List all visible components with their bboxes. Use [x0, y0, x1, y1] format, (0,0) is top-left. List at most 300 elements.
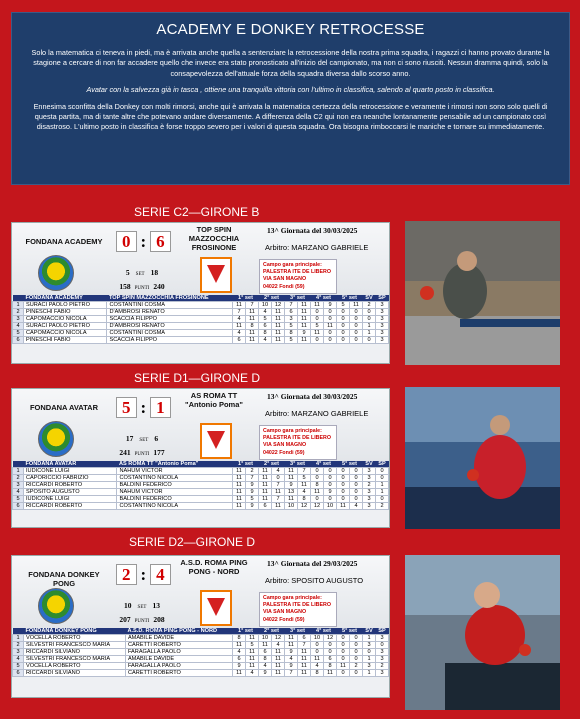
away-team-logo-shape	[207, 265, 225, 283]
table-cell: 2	[350, 663, 363, 670]
match-header	[12, 389, 389, 461]
table-cell: 7	[298, 642, 311, 649]
table-cell: NAHUM VICTOR	[117, 489, 233, 496]
table-cell: 6	[259, 323, 272, 330]
points-label: PUNTI	[134, 452, 150, 457]
score-separator: :	[140, 565, 147, 584]
table-cell: IUDICONE LUIGI	[24, 496, 117, 503]
table-cell: 11	[259, 482, 272, 489]
table-cell: 0	[324, 649, 337, 656]
table-cell: SURACI PAOLO PIETRO	[24, 323, 107, 330]
venue-line: VIA SAN MAGNO	[263, 276, 307, 283]
table-row	[13, 482, 389, 489]
col-header: 4° set	[311, 461, 337, 468]
col-header: SV	[363, 628, 376, 635]
col-header: AS ROMA TT "Antonio Poma"	[117, 461, 233, 468]
table-cell: 0	[350, 316, 363, 323]
table-cell: 0	[311, 642, 324, 649]
col-header: 5° set	[337, 295, 363, 302]
table-cell: 0	[311, 475, 324, 482]
table-cell: 11	[311, 330, 324, 337]
match-card-c2	[11, 222, 390, 364]
table-row	[13, 635, 389, 642]
table-cell: 3	[363, 663, 376, 670]
table-cell: 11	[233, 482, 246, 489]
table-cell: 11	[311, 656, 324, 663]
table-cell: 0	[350, 330, 363, 337]
match-header	[12, 223, 389, 295]
table-row	[13, 656, 389, 663]
col-header: 5° set	[337, 461, 363, 468]
table-cell: 0	[350, 482, 363, 489]
table-cell: 11	[272, 663, 285, 670]
player-photo-d2	[405, 555, 560, 710]
score-home: 5	[116, 397, 137, 418]
table-cell: 4	[350, 503, 363, 510]
table-cell: 3	[376, 337, 389, 344]
table-cell: 11	[233, 475, 246, 482]
section-title-d2: SERIE D2—GIRONE D	[129, 535, 256, 549]
article-header	[11, 12, 570, 185]
table-cell: 1	[13, 302, 24, 309]
table-cell: NAHUM VICTOR	[117, 468, 233, 475]
table-cell: RICCARDI ROBERTO	[24, 482, 117, 489]
table-cell: 5	[259, 316, 272, 323]
table-cell: VOCELLA ROBERTO	[24, 635, 126, 642]
table-cell: 12	[311, 503, 324, 510]
table-cell: 11	[285, 642, 298, 649]
table-cell: 6	[298, 635, 311, 642]
venue-box	[259, 425, 337, 460]
table-cell: 3	[376, 302, 389, 309]
table-cell: 3	[376, 670, 389, 677]
table-cell: 13	[285, 489, 298, 496]
venue-line: Campo gara principale:	[263, 595, 322, 601]
table-cell: 4	[13, 323, 24, 330]
table-cell: 1	[13, 635, 24, 642]
table-cell: 0	[272, 475, 285, 482]
table-cell: 1	[363, 656, 376, 663]
table-cell: 0	[324, 309, 337, 316]
table-row	[13, 489, 389, 496]
table-cell: 11	[246, 330, 259, 337]
score-separator: :	[140, 398, 147, 417]
table-cell: 11	[259, 496, 272, 503]
table-cell: 1	[363, 670, 376, 677]
table-cell: 10	[285, 503, 298, 510]
set-away: 6	[154, 434, 159, 443]
table-cell: 0	[337, 323, 350, 330]
table-cell: 1	[363, 330, 376, 337]
table-cell: 9	[324, 302, 337, 309]
table-cell: COSTANTINI COSMA	[107, 302, 233, 309]
table-cell: 11	[272, 316, 285, 323]
table-cell: 11	[272, 503, 285, 510]
table-cell: 11	[246, 316, 259, 323]
table-cell: 0	[324, 316, 337, 323]
table-cell: 3	[363, 496, 376, 503]
paragraph-avatar: Avatar con la salvezza già in tasca , ottiene una tranquilla vittoria con l'ultimo in classifica, salendo al quarto posto in classifica.	[86, 85, 495, 95]
matchday-date: 13^ Giornata del 30/03/2025	[267, 392, 358, 401]
table-cell: 6	[13, 503, 24, 510]
table-cell: 7	[272, 496, 285, 503]
points-away: 208	[153, 615, 165, 624]
table-cell: 9	[298, 330, 311, 337]
table-cell: 11	[246, 309, 259, 316]
table-cell: 11	[246, 337, 259, 344]
set-away: 13	[152, 601, 160, 610]
table-cell: 4	[233, 330, 246, 337]
table-cell: 1	[363, 323, 376, 330]
table-cell: 0	[363, 316, 376, 323]
venue-line: PALESTRA ITE DE LIBERO	[263, 435, 331, 442]
table-cell: 0	[376, 642, 389, 649]
table-cell: 2	[246, 468, 259, 475]
table-cell: 11	[324, 670, 337, 677]
table-cell: 9	[285, 482, 298, 489]
table-cell: 0	[337, 337, 350, 344]
table-cell: SURACI PAOLO PIETRO	[24, 302, 107, 309]
score-display	[116, 398, 171, 418]
table-cell: 0	[311, 337, 324, 344]
score-display	[116, 232, 171, 252]
points-away: 177	[153, 448, 165, 457]
score-display	[116, 565, 171, 585]
table-cell: 5	[311, 323, 324, 330]
table-cell: 0	[350, 635, 363, 642]
table-cell: 1	[13, 468, 24, 475]
table-cell: D'AMBROSI RENATO	[107, 323, 233, 330]
table-cell: CARETTI ROBERTO	[125, 670, 232, 677]
table-cell: 4	[13, 656, 24, 663]
table-cell: 9	[285, 663, 298, 670]
table-row	[13, 670, 389, 677]
table-cell: IUDICONE LUIGI	[24, 468, 117, 475]
referee: Arbitro: MARZANO GABRIELE	[265, 409, 369, 418]
table-cell: 3	[363, 642, 376, 649]
score-home: 0	[116, 231, 137, 252]
table-cell: 0	[350, 337, 363, 344]
set-label: SET	[139, 438, 149, 443]
table-cell: 1	[376, 489, 389, 496]
table-cell: 0	[337, 656, 350, 663]
table-cell: 0	[324, 475, 337, 482]
table-cell: 0	[311, 468, 324, 475]
table-cell: 12	[298, 503, 311, 510]
col-header: SP	[376, 628, 389, 635]
points-label: PUNTI	[134, 619, 150, 624]
table-row	[13, 503, 389, 510]
table-cell: 4	[259, 663, 272, 670]
table-cell: 11	[233, 468, 246, 475]
table-cell: 1	[363, 635, 376, 642]
table-row	[13, 330, 389, 337]
table-cell: 4	[285, 656, 298, 663]
table-row	[13, 302, 389, 309]
results-table	[12, 628, 389, 677]
table-cell: AMABILE DAVIDE	[125, 656, 232, 663]
table-cell: 11	[246, 635, 259, 642]
table-cell: 0	[324, 330, 337, 337]
table-row	[13, 496, 389, 503]
table-cell: 5	[285, 337, 298, 344]
table-cell: 9	[259, 670, 272, 677]
col-header: 4° set	[311, 295, 337, 302]
table-cell: SPOSITO AUGUSTO	[24, 489, 117, 496]
table-cell: PINESCHI FABIO	[24, 309, 107, 316]
table-cell: 11	[246, 656, 259, 663]
table-cell: 11	[233, 503, 246, 510]
table-cell: 2	[363, 482, 376, 489]
table-cell: 7	[246, 475, 259, 482]
table-cell: 8	[311, 482, 324, 489]
table-cell: 11	[311, 302, 324, 309]
col-header: 5° set	[337, 628, 363, 635]
table-cell: 3	[376, 649, 389, 656]
table-cell: 2	[376, 503, 389, 510]
set-label: SET	[137, 605, 147, 610]
table-cell: 8	[259, 656, 272, 663]
table-cell: 10	[311, 635, 324, 642]
table-cell: 2	[13, 642, 24, 649]
table-cell: 11	[298, 670, 311, 677]
section-title-c2: SERIE C2—GIRONE B	[134, 205, 260, 219]
match-card-d2	[11, 555, 390, 698]
table-cell: 0	[376, 496, 389, 503]
table-cell: 0	[337, 670, 350, 677]
table-cell: 3	[13, 316, 24, 323]
matchday-date: 13^ Giornata del 29/03/2025	[267, 559, 358, 568]
table-cell: 11	[272, 309, 285, 316]
col-header: 3° set	[285, 628, 311, 635]
table-cell: CAPOMACCIO NICOLA	[24, 316, 107, 323]
col-header: FONDANA AVATAR	[24, 461, 117, 468]
col-header: 1° set	[233, 295, 259, 302]
table-cell: 0	[350, 468, 363, 475]
score-away: 1	[150, 397, 171, 418]
table-cell: 3	[363, 475, 376, 482]
table-cell: 3	[13, 482, 24, 489]
set-points-summary	[107, 433, 177, 461]
table-cell: 3	[13, 649, 24, 656]
table-cell: 8	[324, 663, 337, 670]
table-cell: 11	[272, 330, 285, 337]
table-cell: 0	[337, 316, 350, 323]
table-cell: 9	[324, 489, 337, 496]
col-header: 4° set	[311, 628, 337, 635]
results-table	[12, 295, 389, 344]
table-cell: 5	[246, 642, 259, 649]
venue-line: Campo gara principale:	[263, 262, 322, 268]
table-cell: 3	[376, 323, 389, 330]
table-cell: 11	[298, 656, 311, 663]
table-cell: COSTANTINI COSMA	[107, 330, 233, 337]
home-team-logo	[38, 588, 74, 624]
set-home: 17	[125, 434, 134, 443]
table-cell: 11	[233, 323, 246, 330]
set-points-summary	[107, 267, 177, 295]
table-row	[13, 309, 389, 316]
player-photo-c2	[405, 221, 560, 365]
table-row	[13, 649, 389, 656]
score-away: 6	[150, 231, 171, 252]
col-header: 3° set	[285, 295, 311, 302]
col-header: A.S.D. ROMA PING PONG - NORD	[125, 628, 232, 635]
venue-line: 04022 Fondi (59)	[263, 616, 305, 623]
table-cell: 11	[246, 649, 259, 656]
table-cell: D'AMBROSI RENATO	[107, 309, 233, 316]
results-table	[12, 461, 389, 510]
col-header: SP	[376, 461, 389, 468]
paragraph-donkey: Ennesima sconfitta della Donkey con molti rimorsi, anche qui è arrivata la matematica certezza della retrocessione e veramente i rimorsi non sono solo quelli di questa partita, ma di tante altre che potevano andare diversamente. A differenza della C2 qui non era neanche lontanamente pensabile ad un campionato così disastroso. L'ultimo posto in classifica è forse troppo severo per i valori di questa squadra. Ora bisogna rimboccarsi le maniche e tornare su immediatamente.	[33, 101, 548, 132]
table-cell: 9	[246, 489, 259, 496]
match-header	[12, 556, 389, 628]
table-cell: 0	[324, 337, 337, 344]
article-title: ACADEMY E DONKEY RETROCESSE	[156, 21, 425, 38]
table-cell: 11	[259, 489, 272, 496]
table-cell: 12	[272, 302, 285, 309]
set-points-summary	[107, 600, 177, 628]
table-cell: 0	[324, 642, 337, 649]
table-cell: 0	[337, 635, 350, 642]
table-cell: 0	[337, 649, 350, 656]
table-cell: 3	[376, 309, 389, 316]
table-cell: CAPOMACCIO NICOLA	[24, 330, 107, 337]
table-cell: 11	[233, 302, 246, 309]
table-row	[13, 337, 389, 344]
table-cell: 0	[324, 482, 337, 489]
table-cell: 11	[350, 302, 363, 309]
score-separator: :	[140, 232, 147, 251]
table-cell: 11	[298, 316, 311, 323]
table-cell: COSTANTINO NICOLA	[117, 475, 233, 482]
table-cell: 11	[298, 309, 311, 316]
table-cell: 3	[363, 468, 376, 475]
table-cell: 11	[285, 496, 298, 503]
table-cell: 9	[246, 482, 259, 489]
table-cell: 4	[246, 670, 259, 677]
table-cell: 7	[285, 670, 298, 677]
table-cell: 1	[376, 482, 389, 489]
referee: Arbitro: MARZANO GABRIELE	[265, 243, 369, 252]
table-cell: 0	[350, 475, 363, 482]
table-cell: 11	[272, 656, 285, 663]
table-cell: 11	[272, 323, 285, 330]
table-cell: 0	[337, 496, 350, 503]
table-cell: 11	[298, 649, 311, 656]
table-cell: BALDINI FEDERICO	[117, 496, 233, 503]
table-cell: FARAGALLA PAOLO	[125, 663, 232, 670]
table-cell: 11	[285, 475, 298, 482]
venue-box	[259, 592, 337, 627]
table-cell: 6	[233, 337, 246, 344]
table-cell: 4	[233, 316, 246, 323]
table-cell: 8	[298, 496, 311, 503]
table-cell: 11	[259, 468, 272, 475]
table-cell: 6	[259, 649, 272, 656]
table-cell: 5	[246, 496, 259, 503]
score-away: 4	[150, 564, 171, 585]
table-cell: 7	[246, 302, 259, 309]
table-cell: 11	[285, 468, 298, 475]
table-cell: 7	[272, 482, 285, 489]
table-cell: 12	[324, 635, 337, 642]
table-cell: SCACCIA FILIPPO	[107, 337, 233, 344]
table-cell: 0	[363, 649, 376, 656]
table-cell: 0	[350, 642, 363, 649]
table-row	[13, 663, 389, 670]
table-cell: 11	[337, 663, 350, 670]
table-cell: 11	[337, 503, 350, 510]
table-cell: 0	[324, 496, 337, 503]
table-cell: 11	[272, 337, 285, 344]
venue-line: 04022 Fondi (59)	[263, 283, 305, 290]
away-team-name: TOP SPIN MAZZOCCHIA FROSINONE	[188, 225, 240, 252]
set-home: 10	[124, 601, 132, 610]
table-row	[13, 468, 389, 475]
table-cell: AMABILE DAVIDE	[125, 635, 232, 642]
table-cell: 0	[311, 496, 324, 503]
table-cell: 0	[337, 642, 350, 649]
points-away: 240	[153, 282, 165, 291]
table-cell: 11	[233, 670, 246, 677]
table-cell: 6	[324, 656, 337, 663]
table-cell: 6	[285, 309, 298, 316]
table-row	[13, 316, 389, 323]
table-cell: 11	[298, 663, 311, 670]
table-cell: 5	[13, 663, 24, 670]
table-cell: 11	[311, 489, 324, 496]
col-header: SP	[376, 295, 389, 302]
table-cell: COSTANTINO NICOLA	[117, 503, 233, 510]
table-cell: 3	[376, 635, 389, 642]
table-cell: RICCARDI SILVIANO	[24, 649, 126, 656]
score-home: 2	[116, 564, 137, 585]
table-cell: 9	[233, 663, 246, 670]
table-cell: 3	[376, 330, 389, 337]
table-cell: 10	[259, 635, 272, 642]
set-home: 5	[125, 268, 130, 277]
away-team-logo	[200, 590, 232, 626]
table-cell: 0	[311, 316, 324, 323]
table-cell: 6	[233, 656, 246, 663]
table-cell: 0	[363, 337, 376, 344]
col-header: 3° set	[285, 461, 311, 468]
table-cell: 3	[285, 316, 298, 323]
section-title-d1: SERIE D1—GIRONE D	[134, 371, 261, 385]
home-team-name: FONDANA ACADEMY	[25, 237, 103, 246]
table-cell: 8	[246, 323, 259, 330]
home-team-name: FONDANA DONKEY PONG	[28, 570, 100, 588]
table-cell: 4	[272, 468, 285, 475]
table-cell: 5	[298, 475, 311, 482]
table-cell: RICCARDI SILVIANO	[24, 670, 126, 677]
table-cell: 0	[311, 309, 324, 316]
table-cell: 7	[298, 468, 311, 475]
table-cell: 4	[259, 309, 272, 316]
home-team-name: FONDANA AVATAR	[29, 403, 99, 412]
table-cell: 0	[350, 323, 363, 330]
col-header: 2° set	[259, 295, 285, 302]
table-cell: 11	[298, 482, 311, 489]
paragraph-intro: Solo la matematica ci teneva in piedi, ma è arrivata anche quella a sentenziare la retrocessione della nostra prima squadra, i ragazzi ci hanno provato durante la stagione a cercare di non far accadere quello che invece era stato pronosticato all'inizio del campionato, ma non ci sono riusciti. Nessun dramma quindi, solo la consapevolezza dell'attuale forza della squadra diversa dallo scorso anno.	[31, 48, 550, 78]
table-cell: 0	[337, 330, 350, 337]
table-cell: 3	[363, 503, 376, 510]
col-header: 1° set	[233, 628, 259, 635]
match-card-d1	[11, 388, 390, 528]
table-cell: 0	[350, 649, 363, 656]
table-cell: 8	[259, 330, 272, 337]
